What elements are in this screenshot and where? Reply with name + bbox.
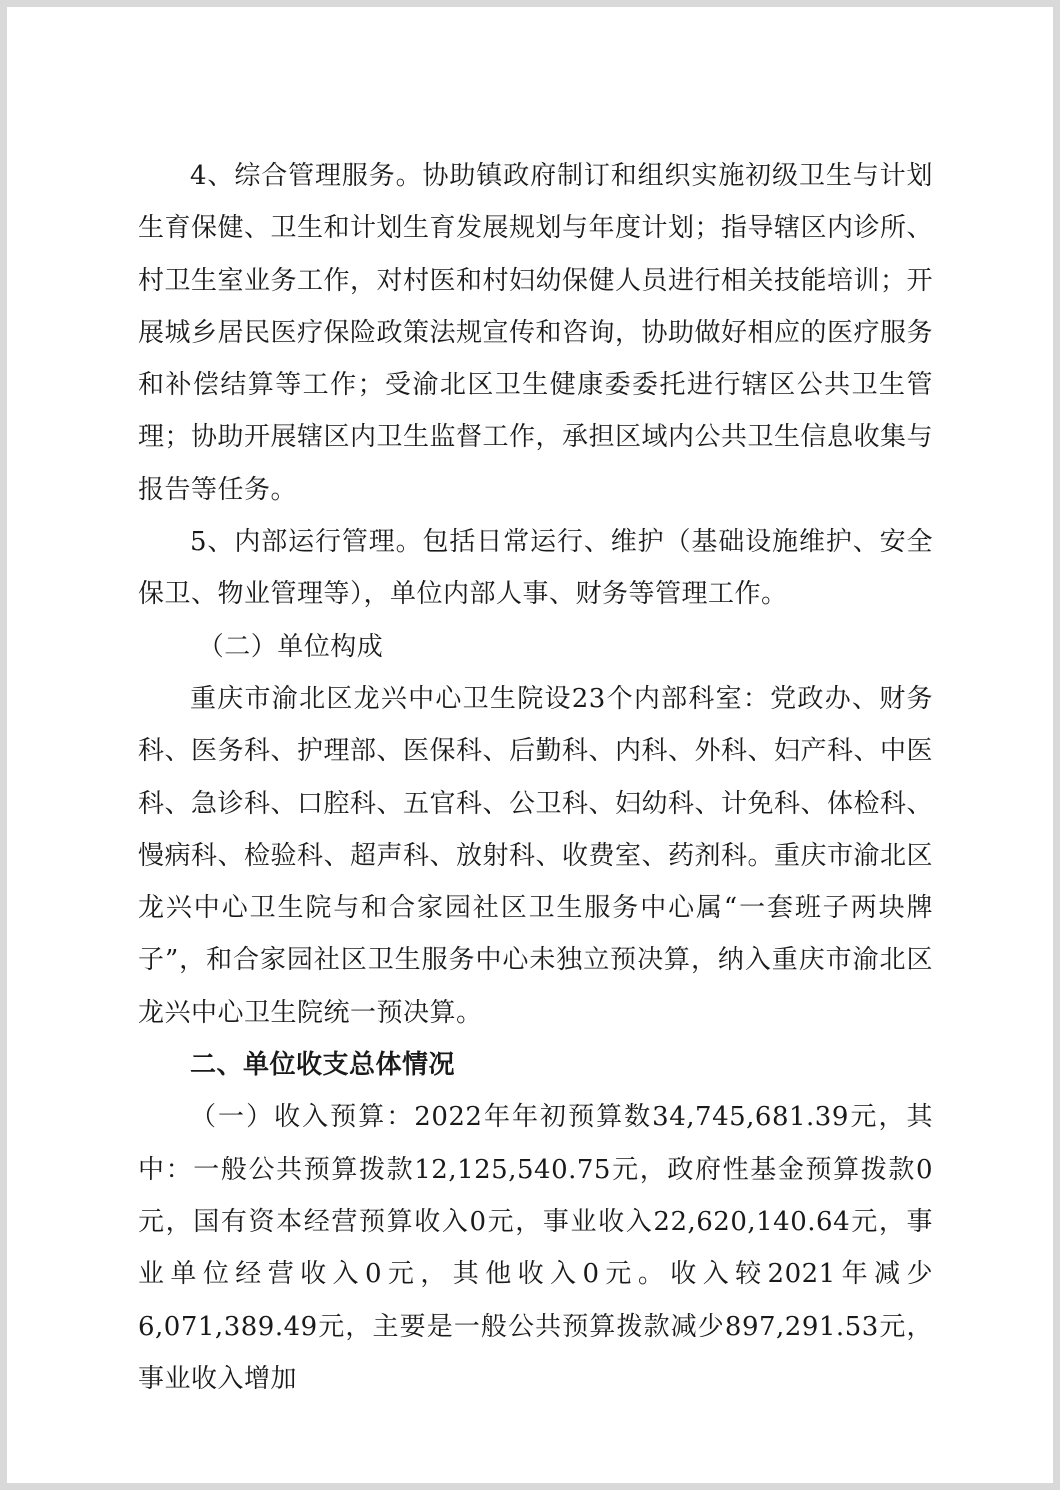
paragraph-comprehensive-management: 4、综合管理服务。协助镇政府制订和组织实施初级卫生与计划生育保健、卫生和计划生育发展规划与年度计划；指导辖区内诊所、村卫生室业务工作，对村医和村妇幼保健人员进行相关技能培训；开展城乡居民医疗保险政策法规宣传和咨询，协助做好相应的医疗服务和补偿结算等工作；受渝北区卫生健康委委托进行辖区公共卫生管理；协助开展辖区内卫生监督工作，承担区域内公共卫生信息收集与报告等任务。 [138, 161, 934, 505]
paragraph-internal-operation: 5、内部运行管理。包括日常运行、维护（基础设施维护、安全保卫、物业管理等），单位内部人事、财务等管理工作。 [138, 527, 933, 610]
section-heading: 二、单位收支总体情况 [190, 1050, 456, 1081]
subheading-unit-composition: （二）单位构成 [197, 631, 384, 662]
paragraph-income-budget: （一）收入预算：2022年年初预算数34,745,681.39元，其中：一般公共预算拨款12,125,540.75元，政府性基金预算拨款0元，国有资本经营预算收入0元，事业收入22,620,140.64元，事业单位经营收入0元，其他收入0元。收入较2021年减少6,071,389.49元，主要是一般公共预算拨款减少897,291.53元，事业收入增加 [138, 1102, 933, 1394]
paragraph-unit-composition: 重庆市渝北区龙兴中心卫生院设23个内部科室：党政办、财务科、医务科、护理部、医保科、后勤科、内科、外科、妇产科、中医科、急诊科、口腔科、五官科、公卫科、妇幼科、计免科、体检科、慢病科、检验科、超声科、放射科、收费室、药剂科。重庆市渝北区龙兴中心卫生院与和合家园社区卫生服务中心属“一套班子两块牌子”，和合家园社区卫生服务中心未独立预决算，纳入重庆市渝北区龙兴中心卫生院统一预决算。 [138, 683, 934, 1028]
document-page [7, 7, 1053, 1483]
document-body [138, 150, 933, 1405]
